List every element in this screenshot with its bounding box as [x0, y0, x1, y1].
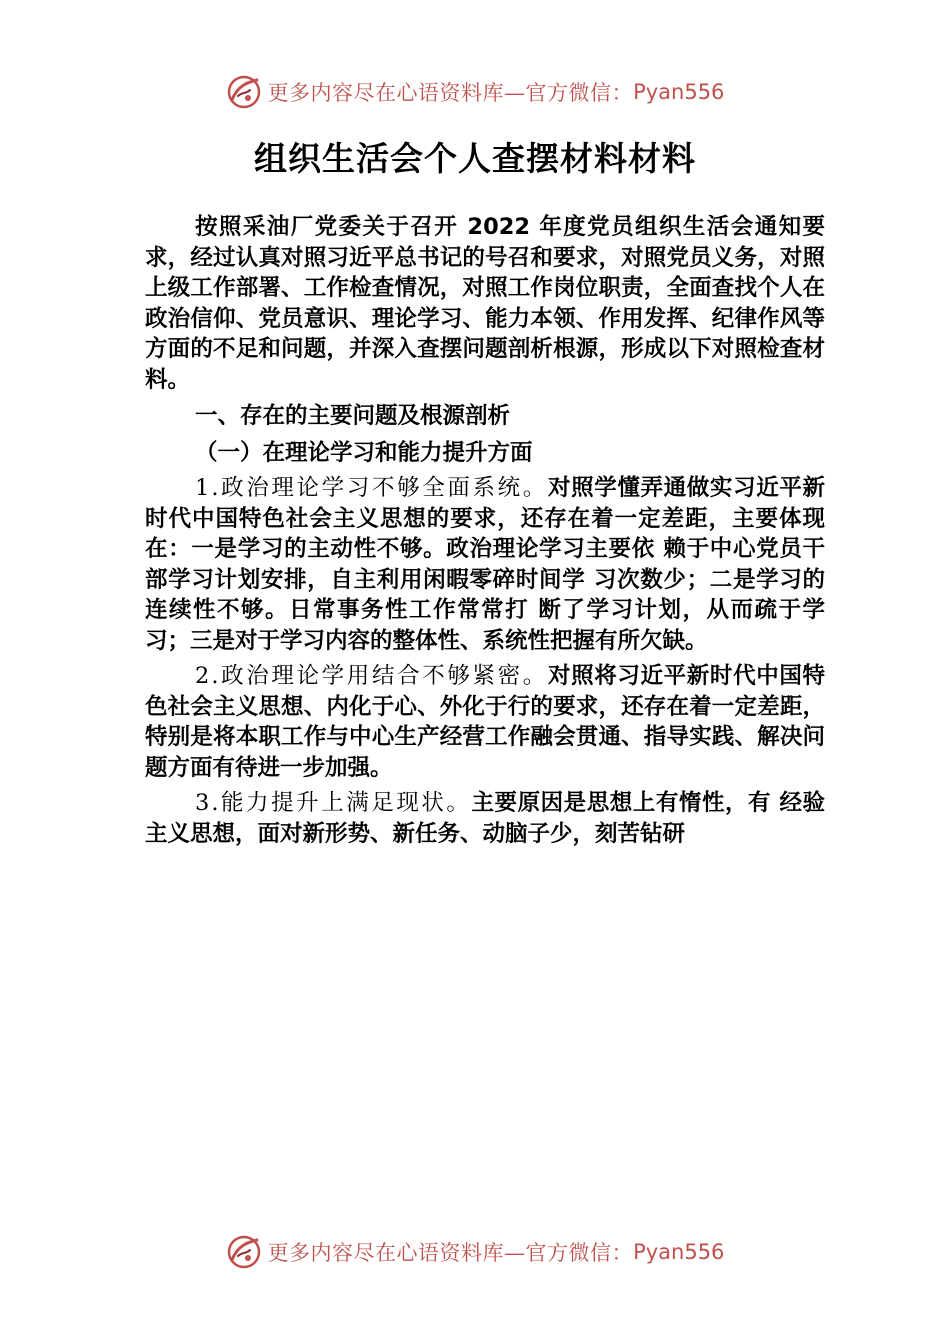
item-paragraph-3	[145, 788, 825, 849]
watermark-text: 更多内容尽在心语资料库—官方微信：	[267, 1241, 634, 1265]
item-paragraph-2	[145, 661, 825, 783]
watermark-text: 更多内容尽在心语资料库—官方微信：	[267, 81, 634, 105]
section-heading: 一、存在的主要问题及根源剖析	[195, 403, 511, 429]
subsection-heading: （一）在理论学习和能力提升方面	[195, 440, 533, 466]
item-lead-1: 1.政治理论学习不够全面系统。	[195, 475, 548, 501]
footer-watermark	[0, 1232, 950, 1272]
watermark-wechat-id: Pyan556	[633, 80, 725, 104]
logo-icon	[226, 1234, 262, 1270]
logo-icon	[226, 74, 262, 110]
document-title: 组织生活会个人查摆材料材料	[254, 139, 696, 178]
item-body-2: 对照将习近平新时代中国特色社会主义思想、内化于心、外化于行的要求，还存在着一定差距，特别是将本职工作与中心生产经营工作融会贯通、指导实践、解决问题方面有待进一步加强。	[145, 663, 825, 781]
header-watermark	[0, 72, 950, 112]
item-body-1: 对照学懂弄通做实习近平新时代中国特色社会主义思想的要求，还存在着一定差距，主要体现在：一是学习的主动性不够。政治理论学习主要依 赖于中心党员干部学习计划安排，自主利用闲暇零碎时间学 习次数少；二是学习的连续性不够。日常事务性工作常常打 断了学习计划，从而疏于学习；三是对于学习内容的整体性、系统性把握有所欠缺。	[145, 475, 825, 654]
item-paragraph-1	[145, 473, 825, 656]
item-body-3: 主要原因是思想上有惰性，有 经验主义思想，面对新形势、新任务、动脑子少，刻苦钻研	[145, 790, 826, 847]
item-lead-3: 3.能力提升上满足现状。	[195, 790, 472, 816]
intro-paragraph: 按照采油厂党委关于召开 2022 年度党员组织生活会通知要求，经过认真对照习近平总书记的号召和要求，对照党员义务，对照上级工作部署、工作检查情况，对照工作岗位职责，全面查找个人在政治信仰、党员意识、理论学习、能力本领、作用发挥、纪律作风等方面的不足和问题，并深入查摆问题剖析根源，形成以下对照检查材料。	[145, 214, 825, 393]
item-lead-2: 2.政治理论学用结合不够紧密。	[195, 663, 548, 689]
watermark-wechat-id: Pyan556	[633, 1240, 725, 1264]
document-body	[145, 212, 825, 854]
